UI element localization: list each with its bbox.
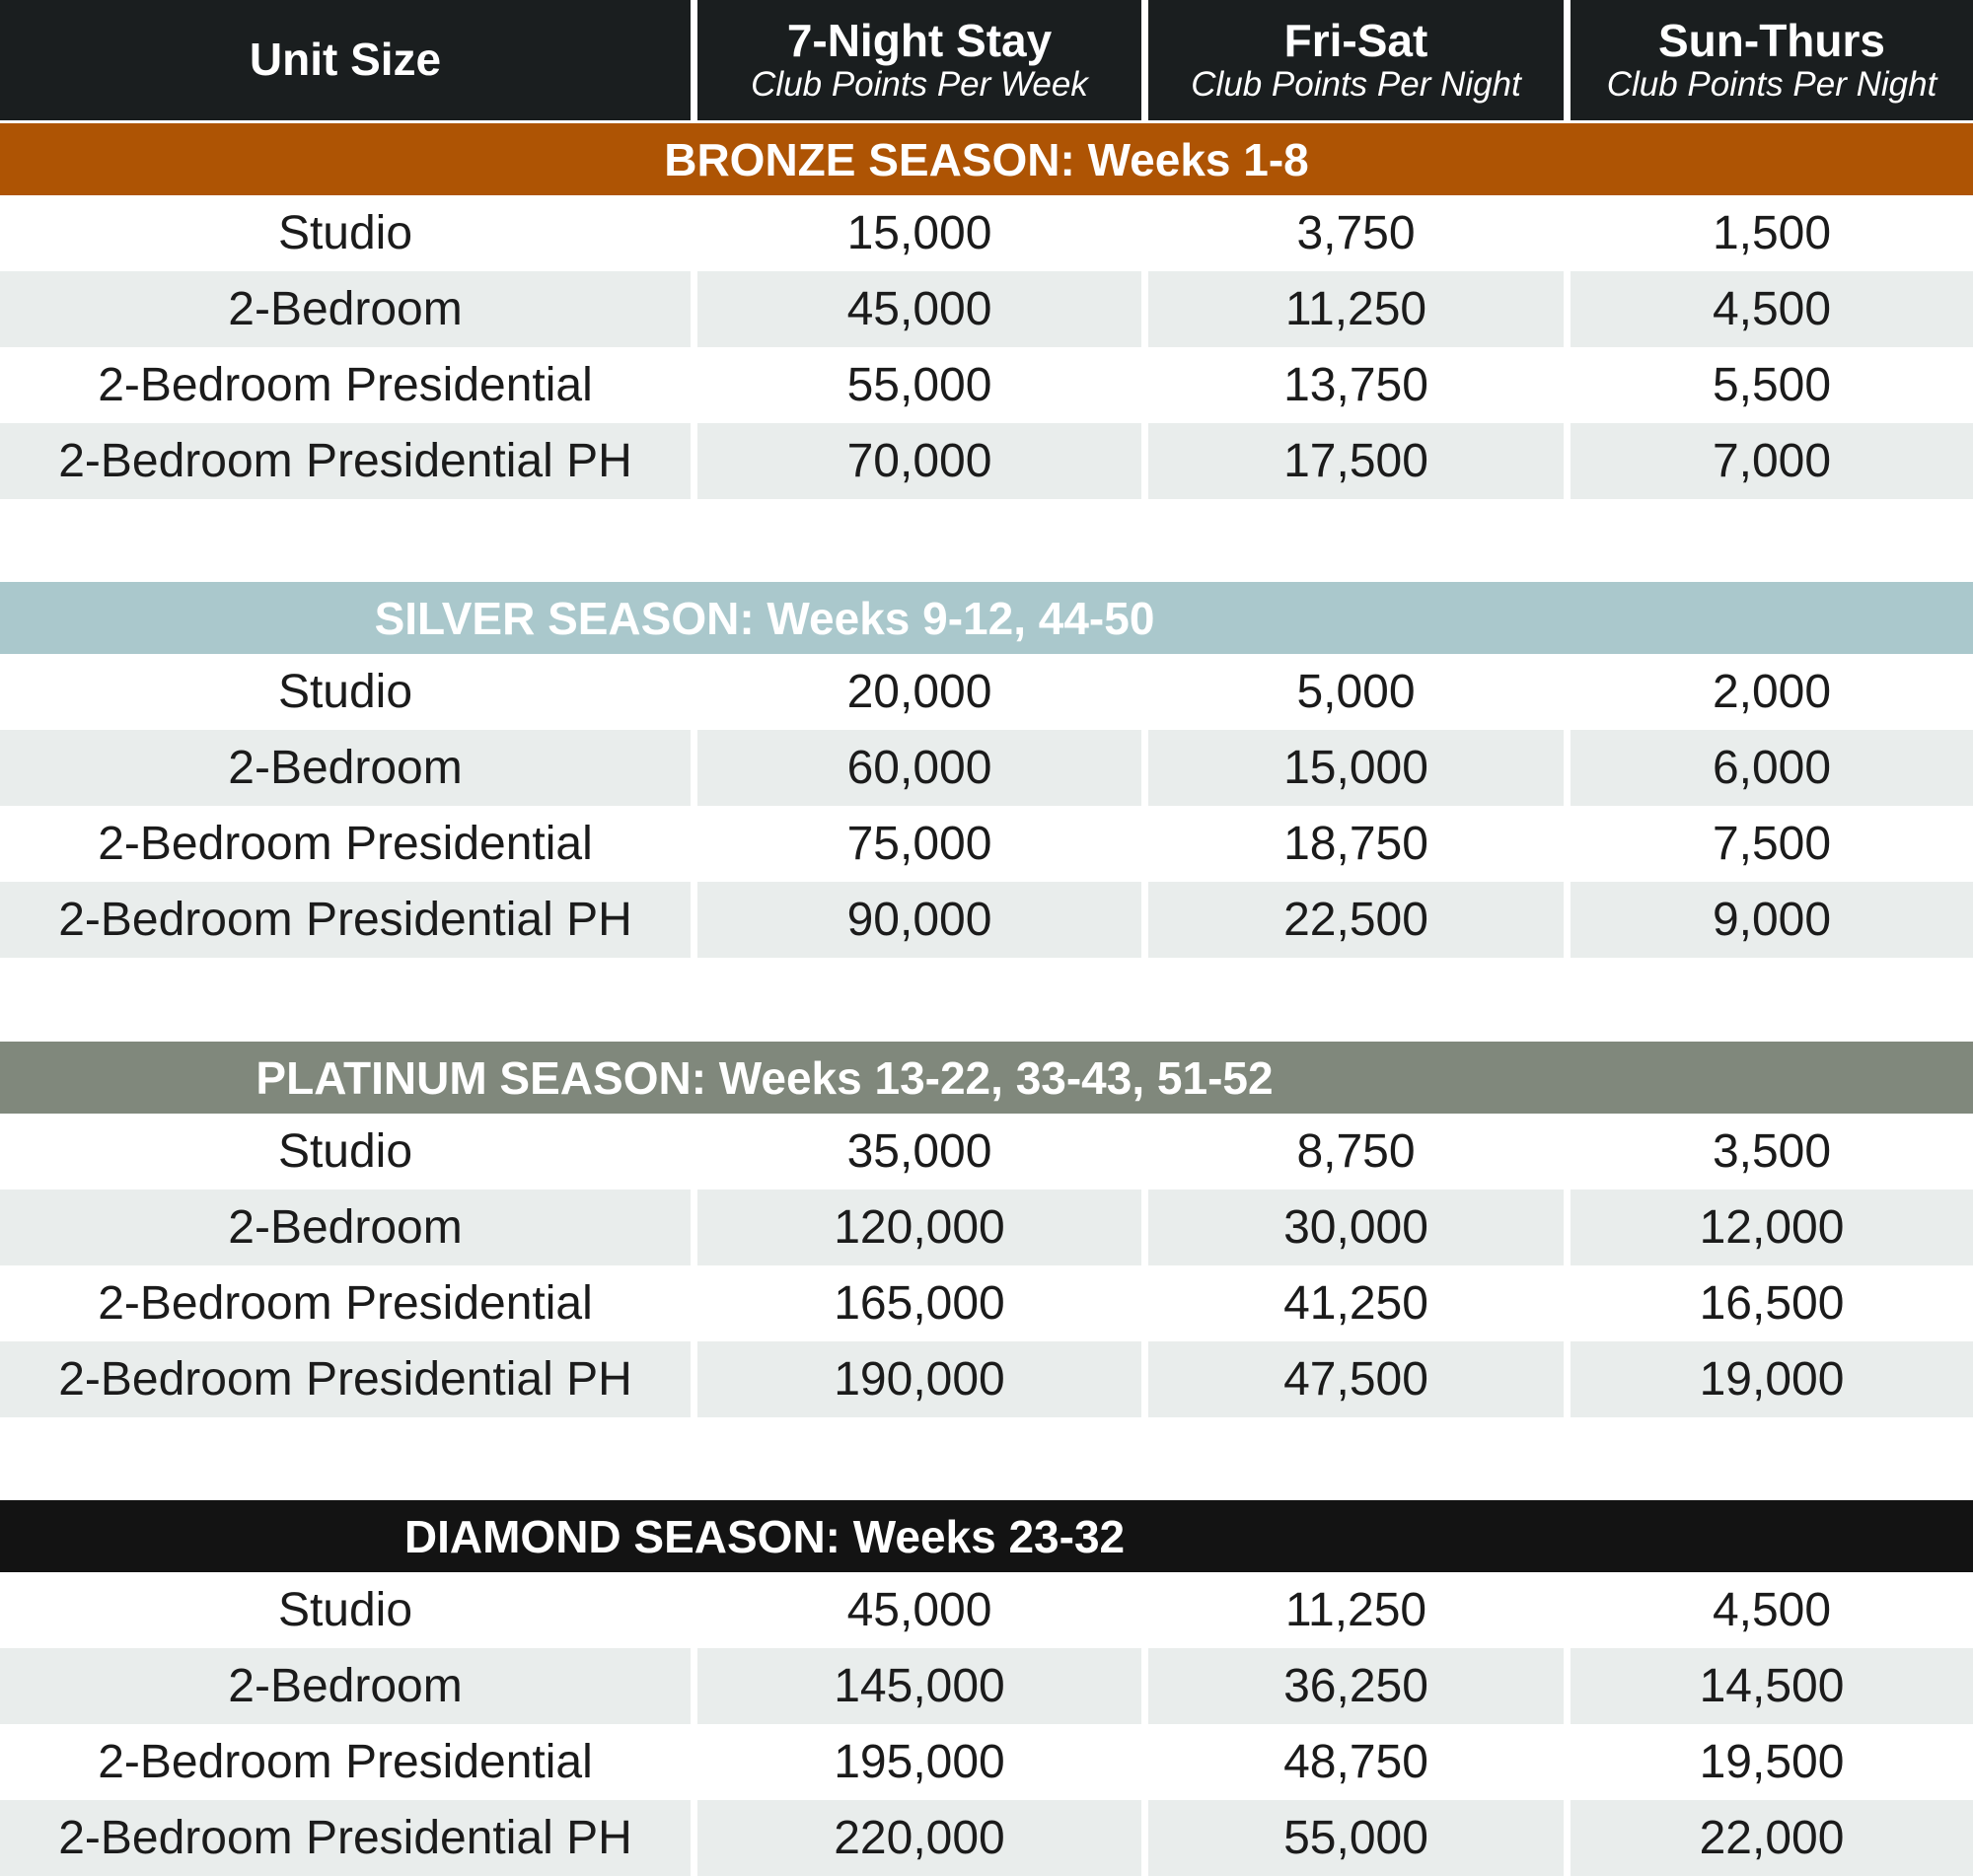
unit-cell: Studio: [0, 1572, 691, 1648]
column-header-sun-thurs: [1564, 0, 1973, 120]
fri-sat-points-cell: 11,250: [1141, 1572, 1564, 1648]
table-row: [0, 1648, 1973, 1724]
unit-cell: 2-Bedroom Presidential: [0, 1724, 691, 1800]
sun-thurs-points-cell: 2,000: [1564, 654, 1973, 730]
week-points-cell: 120,000: [691, 1190, 1141, 1265]
unit-cell: 2-Bedroom Presidential PH: [0, 1341, 691, 1417]
table-row: [0, 271, 1973, 347]
fri-sat-points-cell: 15,000: [1141, 730, 1564, 806]
fri-sat-points-cell: 5,000: [1141, 654, 1564, 730]
table-row: [0, 1114, 1973, 1190]
table-row: [0, 730, 1973, 806]
week-points-cell: 220,000: [691, 1800, 1141, 1876]
column-title: Sun-Thurs: [1658, 14, 1885, 66]
season-banner-bronze: [0, 123, 1973, 195]
column-header-fri-sat: [1141, 0, 1564, 120]
week-points-cell: 195,000: [691, 1724, 1141, 1800]
season-banner-label: SILVER SEASON: Weeks 9-12, 44-50: [374, 592, 1155, 644]
season-banner-label: BRONZE SEASON: Weeks 1-8: [664, 133, 1309, 185]
week-points-cell: 60,000: [691, 730, 1141, 806]
season-banner-label: DIAMOND SEASON: Weeks 23-32: [403, 1510, 1126, 1562]
table-header-row: [0, 0, 1973, 120]
sun-thurs-points-cell: 7,000: [1564, 423, 1973, 499]
sun-thurs-points-cell: 12,000: [1564, 1190, 1973, 1265]
week-points-cell: 45,000: [691, 271, 1141, 347]
sun-thurs-points-cell: 19,500: [1564, 1724, 1973, 1800]
unit-cell: 2-Bedroom Presidential: [0, 806, 691, 882]
column-subtitle: Club Points Per Night: [1191, 65, 1521, 105]
column-title: 7-Night Stay: [786, 14, 1053, 66]
column-subtitle: Club Points Per Week: [751, 65, 1088, 105]
week-points-cell: 55,000: [691, 347, 1141, 423]
week-points-cell: 75,000: [691, 806, 1141, 882]
table-row: [0, 1724, 1973, 1800]
sun-thurs-points-cell: 5,500: [1564, 347, 1973, 423]
unit-cell: 2-Bedroom Presidential PH: [0, 882, 691, 958]
unit-cell: 2-Bedroom Presidential PH: [0, 423, 691, 499]
sun-thurs-points-cell: 6,000: [1564, 730, 1973, 806]
table-row: [0, 195, 1973, 271]
fri-sat-points-cell: 3,750: [1141, 195, 1564, 271]
week-points-cell: 165,000: [691, 1265, 1141, 1341]
table-row: [0, 654, 1973, 730]
unit-cell: 2-Bedroom Presidential: [0, 347, 691, 423]
fri-sat-points-cell: 11,250: [1141, 271, 1564, 347]
section-spacer: [0, 499, 1973, 582]
table-row: [0, 882, 1973, 958]
fri-sat-points-cell: 18,750: [1141, 806, 1564, 882]
section-spacer: [0, 958, 1973, 1042]
unit-cell: 2-Bedroom Presidential: [0, 1265, 691, 1341]
sun-thurs-points-cell: 4,500: [1564, 1572, 1973, 1648]
sun-thurs-points-cell: 22,000: [1564, 1800, 1973, 1876]
week-points-cell: 35,000: [691, 1114, 1141, 1190]
fri-sat-points-cell: 8,750: [1141, 1114, 1564, 1190]
fri-sat-points-cell: 48,750: [1141, 1724, 1564, 1800]
season-banner-label: PLATINUM SEASON: Weeks 13-22, 33-43, 51-52: [256, 1051, 1274, 1104]
fri-sat-points-cell: 41,250: [1141, 1265, 1564, 1341]
sun-thurs-points-cell: 9,000: [1564, 882, 1973, 958]
season-banner-silver: [0, 582, 1973, 654]
unit-cell: 2-Bedroom: [0, 1648, 691, 1724]
table-row: [0, 1341, 1973, 1417]
week-points-cell: 190,000: [691, 1341, 1141, 1417]
sun-thurs-points-cell: 16,500: [1564, 1265, 1973, 1341]
sun-thurs-points-cell: 4,500: [1564, 271, 1973, 347]
unit-cell: 2-Bedroom: [0, 730, 691, 806]
unit-cell: Studio: [0, 1114, 691, 1190]
table-row: [0, 1265, 1973, 1341]
week-points-cell: 90,000: [691, 882, 1141, 958]
sun-thurs-points-cell: 1,500: [1564, 195, 1973, 271]
table-row: [0, 423, 1973, 499]
sun-thurs-points-cell: 3,500: [1564, 1114, 1973, 1190]
fri-sat-points-cell: 22,500: [1141, 882, 1564, 958]
column-subtitle: Club Points Per Night: [1606, 65, 1937, 105]
table-row: [0, 1572, 1973, 1648]
season-banner-platinum: [0, 1042, 1973, 1114]
section-spacer: [0, 1417, 1973, 1500]
unit-cell: 2-Bedroom Presidential PH: [0, 1800, 691, 1876]
sun-thurs-points-cell: 14,500: [1564, 1648, 1973, 1724]
unit-cell: 2-Bedroom: [0, 1190, 691, 1265]
table-row: [0, 1800, 1973, 1876]
table-row: [0, 347, 1973, 423]
table-row: [0, 806, 1973, 882]
column-title: Fri-Sat: [1283, 14, 1428, 66]
column-title: Unit Size: [249, 34, 442, 86]
sun-thurs-points-cell: 19,000: [1564, 1341, 1973, 1417]
unit-cell: 2-Bedroom: [0, 271, 691, 347]
unit-cell: Studio: [0, 654, 691, 730]
week-points-cell: 45,000: [691, 1572, 1141, 1648]
week-points-cell: 20,000: [691, 654, 1141, 730]
table-row: [0, 1190, 1973, 1265]
sun-thurs-points-cell: 7,500: [1564, 806, 1973, 882]
week-points-cell: 145,000: [691, 1648, 1141, 1724]
fri-sat-points-cell: 13,750: [1141, 347, 1564, 423]
fri-sat-points-cell: 47,500: [1141, 1341, 1564, 1417]
fri-sat-points-cell: 30,000: [1141, 1190, 1564, 1265]
week-points-cell: 70,000: [691, 423, 1141, 499]
unit-cell: Studio: [0, 195, 691, 271]
column-header-unit-size: [0, 0, 691, 120]
column-header-7-night-stay: [691, 0, 1141, 120]
fri-sat-points-cell: 17,500: [1141, 423, 1564, 499]
season-banner-diamond: [0, 1500, 1973, 1572]
fri-sat-points-cell: 36,250: [1141, 1648, 1564, 1724]
week-points-cell: 15,000: [691, 195, 1141, 271]
fri-sat-points-cell: 55,000: [1141, 1800, 1564, 1876]
